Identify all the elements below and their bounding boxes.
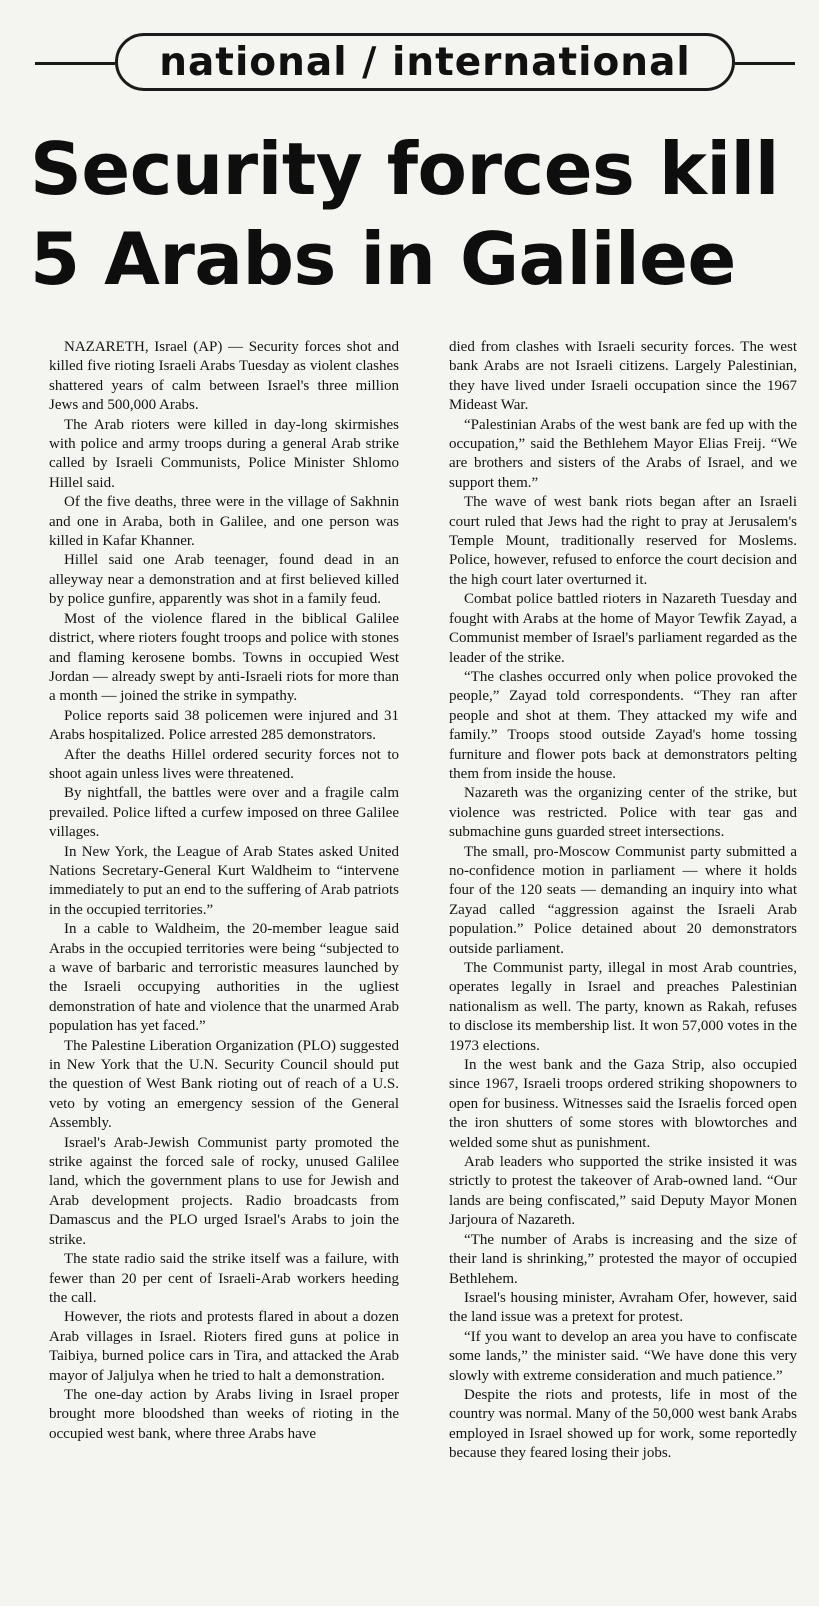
paragraph: “If you want to develop an area you have to confiscate some lands,” the minister said. “We have done this very slowly with extreme consideration and much patience.” <box>449 1328 797 1384</box>
article-column-2 <box>449 338 797 1464</box>
header-rule-right <box>735 62 795 65</box>
paragraph: The Communist party, illegal in most Arab countries, operates legally in Israel and preaches Palestinian nationalism as well. The party, known as Rakah, refuses to disclose its membership list. It won 57,000 votes in the 1973 elections. <box>449 960 797 1054</box>
paragraph: The Arab rioters were killed in day-long skirmishes with police and army troops during a general Arab strike called by Israeli Communists, Police Minister Shlomo Hillel said. <box>49 416 399 491</box>
paragraph: Most of the violence flared in the biblical Galilee district, where rioters fought troops and police with stones and flaming kerosene bombs. Towns in occupied West Jordan — already swept by anti-Israeli riots for more than a month — joined the strike in sympathy. <box>49 610 399 705</box>
paragraph: The one-day action by Arabs living in Israel proper brought more bloodshed than weeks of rioting in the occupied west bank, where three Arabs have <box>49 1386 399 1442</box>
paragraph: The small, pro-Moscow Communist party submitted a no-confidence motion in parliament — where it holds four of the 120 seats — demanding an inquiry into what Zayad called “aggression against the Israeli Arab population.” Police detained about 20 demonstrators outside parliament. <box>449 843 797 957</box>
paragraph: “The clashes occurred only when police provoked the people,” Zayad told correspondents. “They ran after people and shot at them. They attacked my wife and family.” Troops stood outside Zayad's home tossing furniture and flower pots back at demonstrators pelting them from inside the house. <box>449 668 797 782</box>
paragraph: Israel's Arab-Jewish Communist party promoted the strike against the forced sale of rocky, unused Galilee land, which the government plans to use for Jewish and Arab development projects. Radio broadcasts from Damascus and the PLO urged Israel's Arabs to join the strike. <box>49 1134 399 1248</box>
paragraph: After the deaths Hillel ordered security forces not to shoot again unless lives were threatened. <box>49 746 399 782</box>
paragraph: By nightfall, the battles were over and a fragile calm prevailed. Police lifted a curfew imposed on three Galilee villages. <box>49 785 399 841</box>
paragraph: Nazareth was the organizing center of the strike, but violence was restricted. Police with tear gas and submachine guns guarded street intersections. <box>449 785 797 841</box>
section-header <box>35 28 795 98</box>
paragraph: In the west bank and the Gaza Strip, also occupied since 1967, Israeli troops ordered striking shopowners to open for business. Witnesses said the Israelis forced open the iron shutters of some stores with blowtorches and welded some shut as punishment. <box>449 1057 797 1151</box>
paragraph: Of the five deaths, three were in the village of Sakhnin and one in Araba, both in Galilee, and one person was killed in Kafar Khanner. <box>49 494 399 550</box>
paragraph: “The number of Arabs is increasing and the size of their land is shrinking,” protested the mayor of occupied Bethlehem. <box>449 1231 797 1287</box>
paragraph: “Palestinian Arabs of the west bank are fed up with the occupation,” said the Bethlehem Mayor Elias Freij. “We are brothers and sisters of the Arabs of Israel, and we support them.” <box>449 416 797 491</box>
paragraph: Police reports said 38 policemen were injured and 31 Arabs hospitalized. Police arrested 285 demonstrators. <box>49 707 399 744</box>
paragraph: Despite the riots and protests, life in most of the country was normal. Many of the 50,000 west bank Arabs employed in Israel showed up for work, some reportedly because they feared losing their jobs. <box>449 1386 797 1462</box>
paragraph: NAZARETH, Israel (AP) — Security forces shot and killed five rioting Israeli Arabs Tuesday as violent clashes shattered years of calm between Israel's three million Jews and 500,000 Arabs. <box>49 339 399 414</box>
paragraph: Arab leaders who supported the strike insisted it was strictly to protest the takeover of Arab-owned land. “Our lands are being confiscated,” said Deputy Mayor Monen Jarjoura of Nazareth. <box>449 1154 797 1229</box>
paragraph: However, the riots and protests flared in about a dozen Arab villages in Israel. Rioters fired guns at police in Taibiya, burned police cars in Tira, and attacked the Arab mayor of Jaljulya when he tried to halt a demonstration. <box>49 1309 399 1384</box>
paragraph: In a cable to Waldheim, the 20-member league said Arabs in the occupied territories were being “subjected to a wave of barbaric and terroristic measures launched by the Israeli occupying authorities in the ugliest demonstration of hate and violence that the unarmed Arab population has yet faced.” <box>49 921 399 1035</box>
paragraph: Combat police battled rioters in Nazareth Tuesday and fought with Arabs at the home of Mayor Tewfik Zayad, a Communist member of Israel's parliament regarded as the leader of the strike. <box>449 591 797 666</box>
paragraph: The Palestine Liberation Organization (PLO) suggested in New York that the U.N. Security Council should put the question of West Bank rioting out of reach of a U.S. veto by voting an emergency session of the General Assembly. <box>49 1037 399 1132</box>
section-label: national / international <box>115 33 735 91</box>
headline-line-1: Security forces kill <box>30 127 779 211</box>
paragraph: died from clashes with Israeli security forces. The west bank Arabs are not Israeli citizens. Largely Palestinian, they have lived under Israeli occupation since the 1967 Mideast War. <box>449 339 797 414</box>
paragraph: Israel's housing minister, Avraham Ofer, however, said the land issue was a pretext for protest. <box>449 1289 797 1326</box>
paragraph: The state radio said the strike itself was a failure, with fewer than 20 per cent of Israeli-Arab workers heeding the call. <box>49 1251 399 1306</box>
article-body <box>49 338 797 1464</box>
headline-line-2: 5 Arabs in Galilee <box>30 217 736 301</box>
paragraph: The wave of west bank riots began after an Israeli court ruled that Jews had the right to pray at Jerusalem's Temple Mount, traditionally reserved for Moslems. Police, however, refused to enforce the court decision and the high court later overturned it. <box>449 494 797 588</box>
paragraph: In New York, the League of Arab States asked United Nations Secretary-General Kurt Waldheim to “intervene immediately to put an end to the suffering of Arab patriots in the occupied territories.” <box>49 843 399 918</box>
article-column-1 <box>49 338 399 1464</box>
headline <box>30 124 800 304</box>
paragraph: Hillel said one Arab teenager, found dead in an alleyway near a demonstration and at first believed killed by police gunfire, apparently was shot in a family feud. <box>49 552 399 608</box>
header-rule-left <box>35 62 115 65</box>
